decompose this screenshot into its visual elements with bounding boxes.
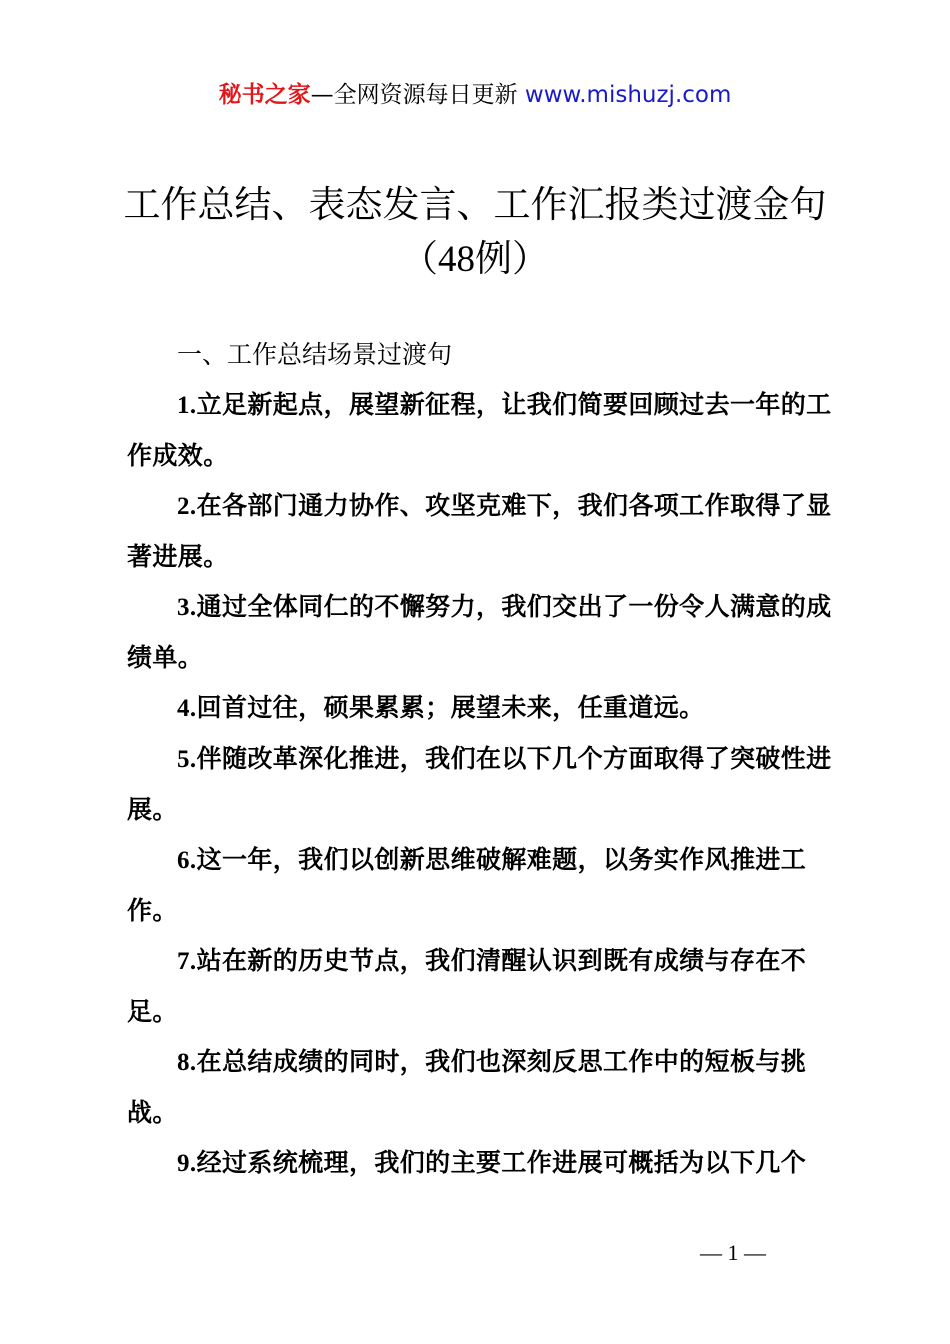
section-heading: 一、工作总结场景过渡句 bbox=[177, 340, 453, 369]
list-item bbox=[127, 835, 833, 936]
subtitle-count: 48 bbox=[438, 239, 475, 280]
item-number: 9. bbox=[177, 1150, 197, 1177]
item-number: 6. bbox=[177, 847, 197, 874]
item-text: 在各部门通力协作、攻坚克难下，我们各项工作取得了显著进展。 bbox=[127, 491, 832, 571]
item-number: 7. bbox=[177, 948, 197, 975]
list-item bbox=[127, 1037, 833, 1138]
item-number: 2. bbox=[177, 493, 197, 520]
item-text: 伴随改革深化推进，我们在以下几个方面取得了突破性进展。 bbox=[127, 744, 832, 824]
page-number: — 1 — bbox=[700, 1240, 766, 1265]
list-item bbox=[127, 481, 833, 582]
subtitle-open: （ bbox=[401, 237, 438, 280]
document-title bbox=[0, 178, 950, 287]
site-header bbox=[0, 78, 950, 112]
list-item bbox=[127, 734, 833, 835]
brand-name: 秘书之家 bbox=[218, 82, 311, 108]
item-number: 3. bbox=[177, 594, 197, 621]
item-text: 立足新起点，展望新征程，让我们简要回顾过去一年的工作成效。 bbox=[127, 390, 832, 470]
item-number: 4. bbox=[177, 695, 197, 722]
item-text: 这一年，我们以创新思维破解难题，以务实作风推进工作。 bbox=[127, 845, 807, 925]
item-text: 回首过往，硕果累累；展望未来，任重道远。 bbox=[196, 693, 705, 722]
list-item bbox=[127, 936, 833, 1037]
title-subtitle bbox=[0, 232, 950, 287]
site-url[interactable]: www.mishuzj.com bbox=[524, 82, 732, 108]
item-number: 5. bbox=[177, 746, 197, 773]
item-text: 经过系统梳理，我们的主要工作进展可概括为以下几个 bbox=[196, 1148, 807, 1177]
item-number: 8. bbox=[177, 1049, 197, 1076]
item-number: 1. bbox=[177, 392, 197, 419]
list-item bbox=[127, 683, 833, 734]
item-text: 在总结成绩的同时，我们也深刻反思工作中的短板与挑战。 bbox=[127, 1047, 807, 1127]
item-text: 通过全体同仁的不懈努力，我们交出了一份令人满意的成绩单。 bbox=[127, 592, 832, 672]
list-item bbox=[127, 380, 833, 481]
subtitle-text: 例） bbox=[475, 237, 549, 280]
header-tagline: —全网资源每日更新 bbox=[310, 82, 525, 108]
title-main: 工作总结、表态发言、工作汇报类过渡金句 bbox=[123, 183, 827, 226]
document-body bbox=[127, 330, 833, 1189]
item-text: 站在新的历史节点，我们清醒认识到既有成绩与存在不足。 bbox=[127, 946, 807, 1026]
list-item bbox=[127, 582, 833, 683]
list-item bbox=[127, 1138, 833, 1189]
